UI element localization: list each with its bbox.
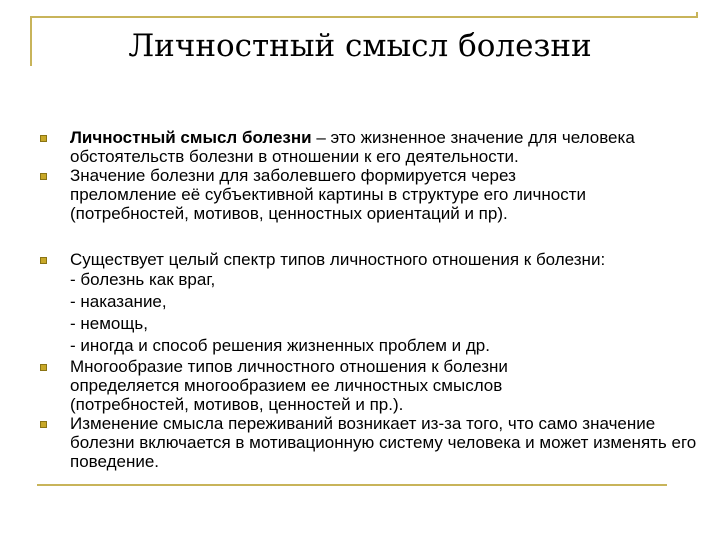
sub-item: - немощь, bbox=[70, 314, 148, 333]
bullet-marker-icon bbox=[40, 135, 47, 142]
sub-item: - иногда и способ решения жизненных проблем и др. bbox=[70, 336, 490, 355]
frame-corner-tick bbox=[696, 12, 698, 18]
sub-item: - наказание, bbox=[70, 292, 167, 311]
bullet-item-1 bbox=[30, 128, 640, 166]
bullet-marker-icon bbox=[40, 257, 47, 264]
bullet-item-3 bbox=[30, 250, 720, 357]
sub-item: - болезнь как враг, bbox=[70, 270, 216, 289]
slide-title: Личностный смысл болезни bbox=[128, 28, 592, 64]
frame-bottom-line bbox=[37, 484, 667, 486]
bullet-item-5 bbox=[30, 414, 710, 471]
frame-top-line bbox=[30, 16, 698, 18]
bullet-text: Значение болезни для заболевшего формируется через преломление её субъективной картины в структуре его личности (потребностей, мотивов, ценностных ориентаций и пр). bbox=[70, 166, 586, 223]
bullet-text: Многообразие типов личностного отношения к болезни определяется многообразием ее личностных смыслов (потребностей, мотивов, ценностей и пр.). bbox=[70, 357, 508, 414]
bullet-item-4 bbox=[30, 357, 610, 414]
bullet-text: Изменение смысла переживаний возникает из-за того, что само значение болезни включается в мотивационную систему человека и может изменять его поведение. bbox=[70, 414, 697, 471]
bullet-text: Существует целый спектр типов личностного отношения к болезни: bbox=[70, 250, 606, 269]
bullet-marker-icon bbox=[40, 173, 47, 180]
bullet-marker-icon bbox=[40, 364, 47, 371]
bullet-item-2 bbox=[30, 166, 610, 223]
bullet-list bbox=[30, 128, 710, 471]
bullet-marker-icon bbox=[40, 421, 47, 428]
bullet-term: Личностный смысл болезни bbox=[70, 128, 312, 147]
bullet-text: Личностный смысл болезни – это жизненное значение для человека обстоятельств болезни в отношении к его деятельности. bbox=[70, 128, 635, 166]
